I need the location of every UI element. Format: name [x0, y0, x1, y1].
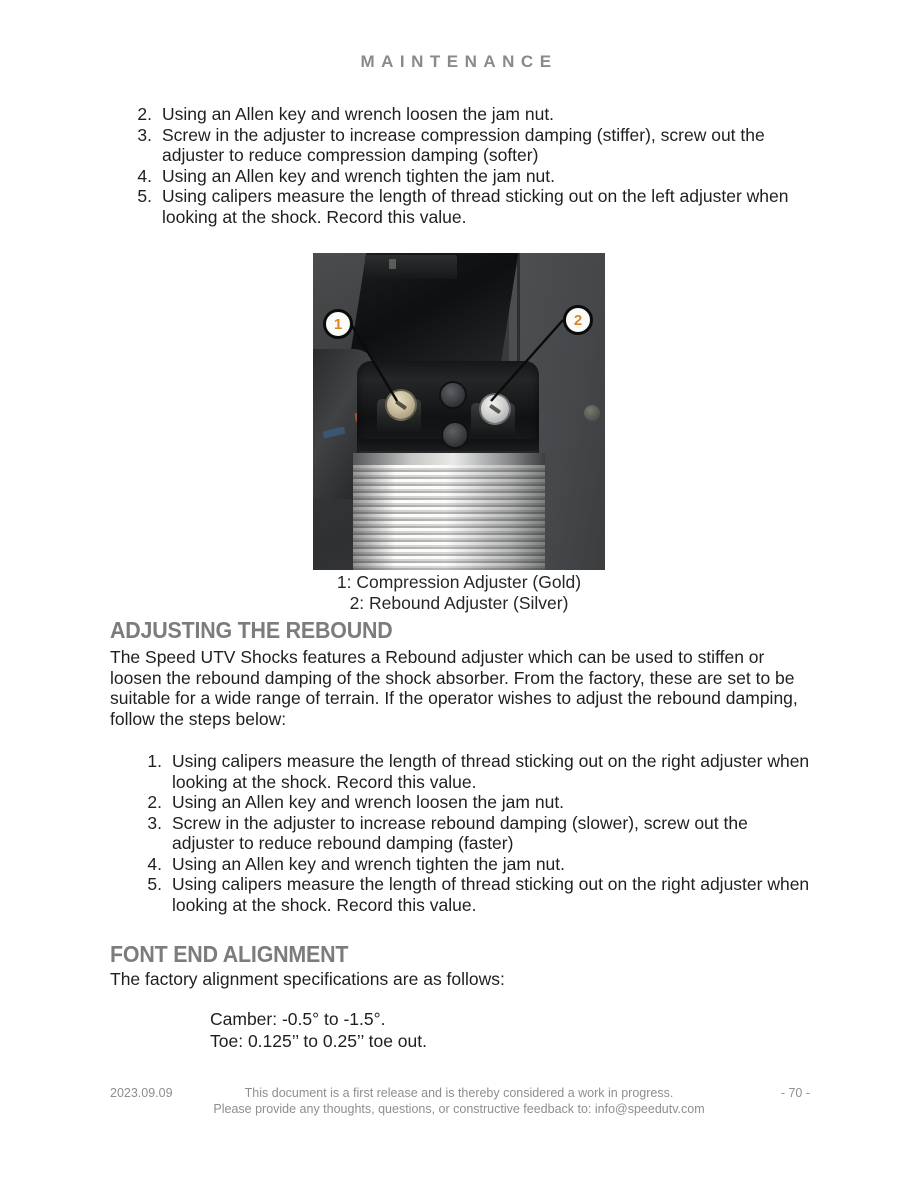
- callout-badge-2: 2: [563, 305, 593, 335]
- list-item: [147, 874, 814, 915]
- threaded-spring-collar: [353, 465, 545, 570]
- list-item: [147, 792, 814, 813]
- list-item-text: Using calipers measure the length of thread sticking out on the left adjuster when looking at the shock. Record this value.: [162, 186, 789, 227]
- list-item-number: 3.: [147, 812, 162, 833]
- list-item-number: 4.: [147, 853, 162, 874]
- list-item-number: 2.: [147, 792, 162, 812]
- list-item-text: Using an Allen key and wrench tighten the jam nut.: [162, 165, 556, 186]
- list-item: [147, 812, 814, 854]
- list-item-text: Using an Allen key and wrench loosen the jam nut.: [172, 792, 565, 812]
- shock-port-upper: [439, 381, 467, 409]
- compression-adjuster-gold: [377, 389, 421, 433]
- list-item-number: 5.: [137, 186, 152, 206]
- footer-note-line-2: Please provide any thoughts, questions, or constructive feedback to: info@speedutv.com: [213, 1102, 705, 1116]
- callout-badge-1: 1: [323, 309, 353, 339]
- figure-caption-line-2: 2: Rebound Adjuster (Silver): [349, 593, 569, 613]
- list-item: [137, 124, 810, 166]
- rebound-steps-list: [110, 751, 814, 915]
- alignment-heading: FONT END ALIGNMENT: [110, 941, 349, 967]
- list-item-text: Screw in the adjuster to increase rebound damping (slower), screw out the adjuster to reduce rebound damping (faster): [172, 812, 748, 853]
- footer-note-line-1: This document is a first release and is thereby considered a work in progress.: [244, 1086, 674, 1100]
- list-item-text: Using calipers measure the length of thread sticking out on the right adjuster when looking at the shock. Record this value.: [172, 874, 810, 915]
- rebound-heading: ADJUSTING THE REBOUND: [110, 617, 393, 643]
- shock-photo: [313, 253, 605, 570]
- list-item: [137, 186, 810, 227]
- footer-date: 2023.09.09: [110, 1086, 173, 1100]
- page-footer: [0, 1085, 918, 1117]
- list-item: [137, 104, 810, 125]
- bracket-notch: [389, 259, 396, 269]
- shock-adjuster-figure: [313, 253, 605, 570]
- figure-caption-line-1: 1: Compression Adjuster (Gold): [336, 572, 582, 592]
- list-item-number: 4.: [137, 165, 152, 186]
- list-item: [147, 751, 814, 792]
- background-bolt-icon: [584, 405, 600, 421]
- footer-page-number: - 70 -: [780, 1086, 810, 1100]
- adjuster-screw: [479, 393, 511, 425]
- list-item-text: Using an Allen key and wrench tighten the jam nut.: [172, 853, 566, 874]
- rebound-steps-section: [110, 751, 814, 915]
- running-header: MAINTENANCE: [360, 52, 558, 71]
- list-item-number: 5.: [147, 874, 162, 894]
- spec-camber: Camber: -0.5° to -1.5°.: [210, 1009, 386, 1029]
- list-item-text: Using calipers measure the length of thread sticking out on the right adjuster when looking at the shock. Record this value.: [172, 751, 810, 792]
- figure-caption: [0, 572, 918, 614]
- compression-steps-list: [110, 104, 810, 227]
- list-item-number: 2.: [137, 104, 152, 124]
- adjuster-screw: [385, 389, 417, 421]
- compression-steps-section: [110, 104, 810, 227]
- shock-port-lower: [441, 421, 469, 449]
- bracket-top-bar: [365, 255, 457, 279]
- list-item-number: 1.: [147, 751, 162, 771]
- list-item-text: Using an Allen key and wrench loosen the jam nut.: [162, 104, 555, 124]
- spec-toe: Toe: 0.125’’ to 0.25’’ toe out.: [210, 1031, 427, 1051]
- list-item-text: Screw in the adjuster to increase compression damping (stiffer), screw out the adjuster to reduce compression damping (softer): [162, 124, 765, 165]
- alignment-specs: [210, 1008, 427, 1052]
- list-item: [147, 853, 814, 875]
- rebound-paragraph: The Speed UTV Shocks features a Rebound adjuster which can be used to stiffen or loosen the rebound damping of the shock absorber. From the factory, these are set to be suitable for a wide range of terrain. If the operator wishes to adjust the rebound damping, follow the steps below:: [110, 647, 798, 729]
- rebound-adjuster-silver: [471, 393, 515, 437]
- alignment-paragraph: The factory alignment specifications are as follows:: [110, 969, 505, 989]
- list-item-number: 3.: [137, 124, 152, 145]
- list-item: [137, 165, 810, 187]
